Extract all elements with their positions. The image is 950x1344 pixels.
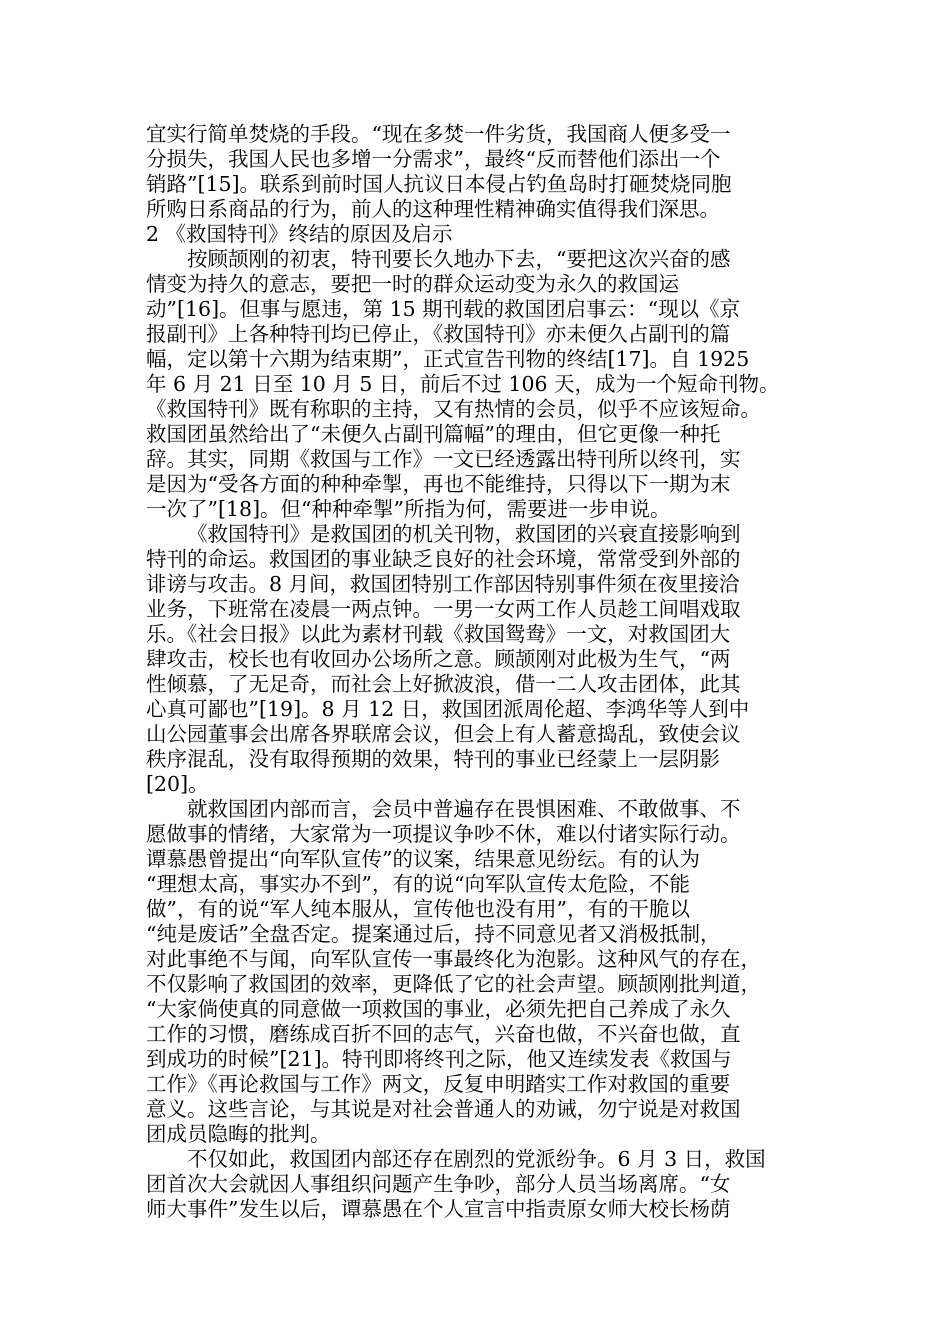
- text-line: 《救国特刊》是救国团的机关刊物，救国团的兴衰直接影响到: [187, 522, 741, 546]
- text-line: 山公园董事会出席各界联席会议，但会上有人蓄意捣乱，致使会议: [146, 722, 741, 746]
- paragraph: [146, 1147, 810, 1222]
- text-line: 报副刊》上各种特刊均已停止，《救国特刊》亦未便久占副刊的篇: [146, 322, 731, 346]
- paragraph: [146, 797, 810, 1147]
- text-line: “大家倘使真的同意做一项救国的事业，必须先把自己养成了永久: [146, 997, 731, 1021]
- text-line: 幅，定以第十六期为结束期”，正式宣告刊物的终结[17]。自 1925: [146, 347, 750, 371]
- text-line: 肆攻击，校长也有收回办公场所之意。顾颉刚对此极为生气，“两: [146, 647, 731, 671]
- text-line: “理想太高，事实办不到”，有的说“向军队宣传太危险，不能: [146, 872, 690, 896]
- text-line: 不仅影响了救国团的效率，更降低了它的社会声望。顾颉刚批判道，: [146, 972, 761, 996]
- text-line: 诽谤与攻击。8 月间，救国团特别工作部因特别事件须在夜里接洽: [146, 572, 740, 596]
- text-line: 救国团虽然给出了“未便久占副刊篇幅”的理由，但它更像一种托: [146, 422, 721, 446]
- text-line: 就救国团内部而言，会员中普遍存在畏惧困难、不敢做事、不: [187, 797, 741, 821]
- text-line: 情变为持久的意志，要把一时的群众运动变为永久的救国运: [146, 272, 679, 296]
- text-line: 辞。其实，同期《救国与工作》一文已经透露出特刊所以终刊，实: [146, 447, 741, 471]
- text-line: 性倾慕，了无足奇，而社会上好掀波浪，借一二人攻击团体，此其: [146, 672, 741, 696]
- text-line: “纯是废话”全盘否定。提案通过后，持不同意见者又消极抵制，: [146, 922, 721, 946]
- text-line: 按顾颉刚的初衷，特刊要长久地办下去，“要把这次兴奋的感: [187, 247, 731, 271]
- text-line: 工作》《再论救国与工作》两文，反复申明踏实工作对救国的重要: [146, 1072, 731, 1096]
- text-line: 不仅如此，救国团内部还存在剧烈的党派纷争。6 月 3 日，救国: [187, 1147, 766, 1171]
- paragraph: [146, 122, 810, 222]
- text-line: 所购日系商品的行为，前人的这种理性精神确实值得我们深思。: [146, 197, 720, 221]
- text-line: 师大事件”发生以后，谭慕愚在个人宣言中指责原女师大校长杨荫: [146, 1197, 731, 1221]
- text-line: 做”，有的说“军人纯本服从，宣传他也没有用”，有的干脆以: [146, 897, 690, 921]
- text-line: 销路”[15]。联系到前时国人抗议日本侵占钓鱼岛时打砸焚烧同胞: [146, 172, 732, 196]
- text-line: 一次了”[18]。但“种种牵掣”所指为何，需要进一步申说。: [146, 497, 671, 521]
- paragraph: [146, 247, 810, 522]
- text-line: 《救国特刊》既有称职的主持，又有热情的会员，似乎不应该短命。: [146, 397, 761, 421]
- section-heading: [146, 222, 810, 247]
- text-line: 谭慕愚曾提出“向军队宣传”的议案，结果意见纷纭。有的认为: [146, 847, 700, 871]
- text-line: 到成功的时候”[21]。特刊即将终刊之际，他又连续发表《救国与: [146, 1047, 732, 1071]
- text-line: [20]。: [146, 772, 209, 796]
- text-line: 团成员隐晦的批判。: [146, 1122, 331, 1146]
- text-line: 对此事绝不与闻，向军队宣传一事最终化为泡影。这种风气的存在，: [146, 947, 761, 971]
- text-line: 业务，下班常在凌晨一两点钟。一男一女两工作人员趁工间唱戏取: [146, 597, 741, 621]
- text-line: 特刊的命运。救国团的事业缺乏良好的社会环境，常常受到外部的: [146, 547, 741, 571]
- paragraph: [146, 522, 810, 797]
- text-line: 分损失，我国人民也多增一分需求”，最终“反而替他们添出一个: [146, 147, 721, 171]
- text-line: 意义。这些言论，与其说是对社会普通人的劝诫，勿宁说是对救国: [146, 1097, 741, 1121]
- text-line: 年 6 月 21 日至 10 月 5 日，前后不过 106 天，成为一个短命刊物。: [146, 372, 780, 396]
- text-line: 愿做事的情绪，大家常为一项提议争吵不休，难以付诸实际行动。: [146, 822, 741, 846]
- text-line: 工作的习惯，磨练成百折不回的志气，兴奋也做，不兴奋也做，直: [146, 1022, 741, 1046]
- text-line: 秩序混乱，没有取得预期的效果，特刊的事业已经蒙上一层阴影: [146, 747, 720, 771]
- text-line: 动”[16]。但事与愿违，第 15 期刊载的救国团启事云：“现以《京: [146, 297, 741, 321]
- heading-text: 2 《救国特刊》终结的原因及启示: [146, 222, 453, 246]
- text-line: 团首次大会就因人事组织问题产生争吵，部分人员当场离席。“女: [146, 1172, 731, 1196]
- text-line: 心真可鄙也”[19]。8 月 12 日，救国团派周伦超、李鸿华等人到中: [146, 697, 750, 721]
- text-line: 是因为“受各方面的种种牵掣，再也不能维持，只得以下一期为末: [146, 472, 731, 496]
- text-line: 乐。《社会日报》以此为素材刊载《救国鸳鸯》一文，对救国团大: [146, 622, 731, 646]
- text-line: 宜实行简单焚烧的手段。“现在多焚一件劣货，我国商人便多受一: [146, 122, 731, 146]
- document-body: [146, 122, 810, 1222]
